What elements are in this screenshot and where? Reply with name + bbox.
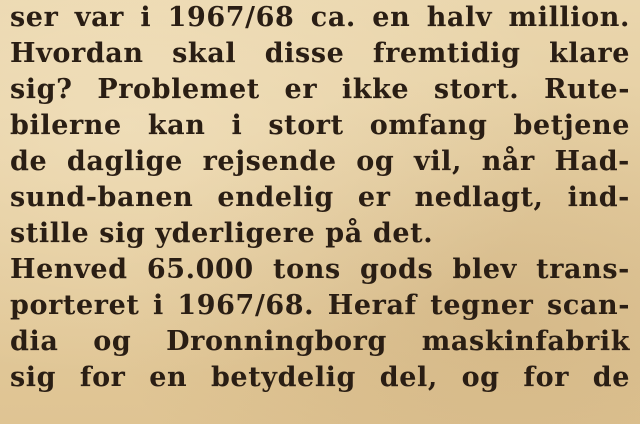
article-text xyxy=(10,0,630,396)
text-line: sund-banen endelig er nedlagt, ind- xyxy=(10,182,630,213)
text-line: porteret i 1967/68. Heraf tegner scan- xyxy=(10,290,630,321)
text-line: stille sig yderligere på det. xyxy=(10,218,434,249)
text-line: Hvordan skal disse fremtidig klare xyxy=(10,38,630,69)
text-line: dia og Dronningborg maskinfabrik xyxy=(10,326,630,357)
text-line: Henved 65.000 tons gods blev trans- xyxy=(10,254,630,285)
text-line: de daglige rejsende og vil, når Had- xyxy=(10,146,630,177)
text-line: sig? Problemet er ikke stort. Rute- xyxy=(10,74,630,105)
text-line: bilerne kan i stort omfang betjene xyxy=(10,110,630,141)
text-line: sig for en betydelig del, og for de xyxy=(10,362,630,393)
text-line: ser var i 1967/68 ca. en halv million. xyxy=(10,2,630,33)
